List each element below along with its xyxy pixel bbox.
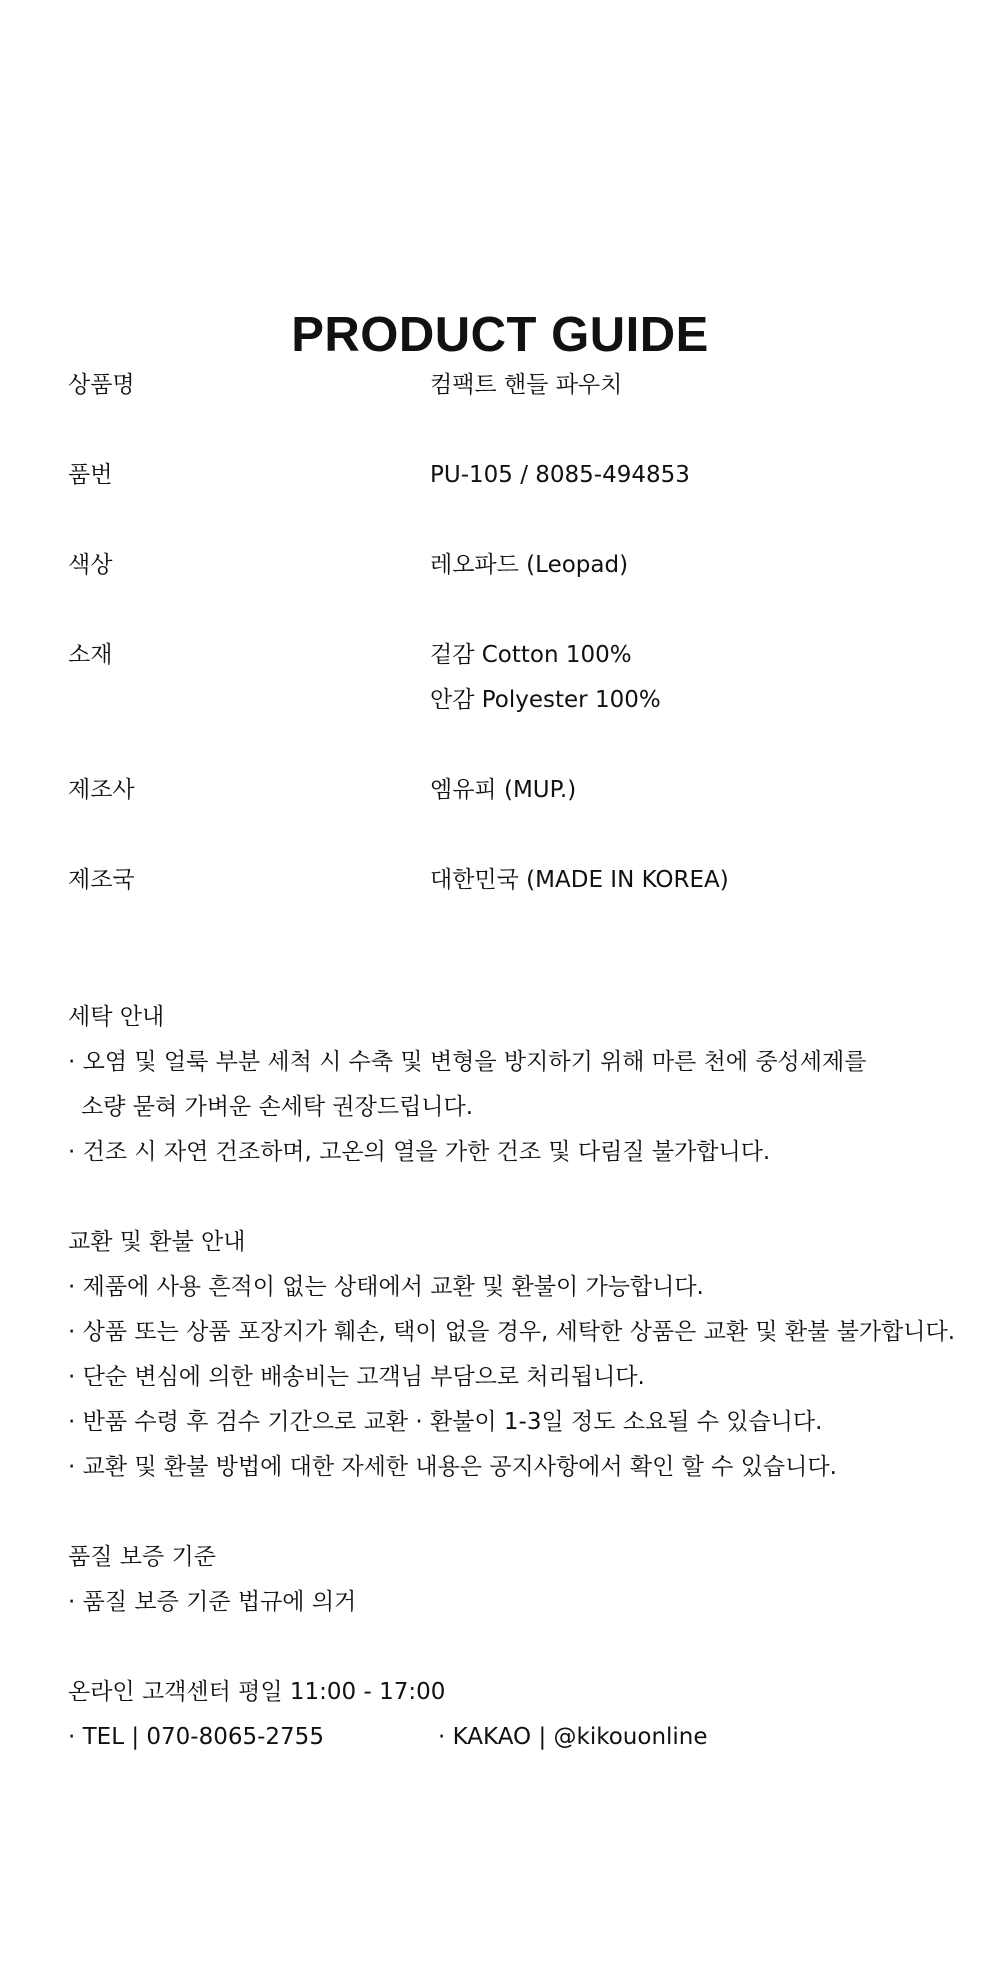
- section-heading: 교환 및 환불 안내: [68, 1229, 246, 1255]
- section-line: · 건조 시 자연 건조하며, 고온의 열을 가한 건조 및 다림질 불가합니다.: [68, 1139, 771, 1165]
- quality-section: [68, 1535, 968, 1625]
- section-heading: 온라인 고객센터 평일 11:00 - 17:00: [68, 1679, 446, 1705]
- spec-value: 엠유피 (MUP.): [430, 777, 577, 803]
- section-line: · 오염 및 얼룩 부분 세척 시 수축 및 변형을 방지하기 위해 마른 천에 중성세제를: [68, 1049, 867, 1075]
- spec-label: 품번: [68, 462, 113, 488]
- spec-value-lining: 안감 Polyester 100%: [430, 687, 661, 713]
- spec-label: 소재: [68, 642, 113, 668]
- spec-label: 상품명: [68, 372, 135, 398]
- guide-notes: [68, 995, 968, 1805]
- exchange-section: [68, 1220, 968, 1490]
- section-line: · 상품 또는 상품 포장지가 훼손, 택이 없을 경우, 세탁한 상품은 교환 및 환불 불가합니다.: [68, 1319, 956, 1345]
- spec-row-product-name: [68, 363, 948, 408]
- page-title: PRODUCT GUIDE: [291, 307, 709, 362]
- spec-row-color: [68, 543, 948, 588]
- contact-section: [68, 1670, 968, 1760]
- section-line: · 반품 수령 후 검수 기간으로 교환 · 환불이 1-3일 정도 소요될 수 있습니다.: [68, 1409, 823, 1435]
- section-line: · 제품에 사용 흔적이 없는 상태에서 교환 및 환불이 가능합니다.: [68, 1274, 704, 1300]
- section-line: 소량 묻혀 가벼운 손세탁 권장드립니다.: [81, 1094, 474, 1120]
- spec-value: PU-105 / 8085-494853: [430, 462, 690, 488]
- spec-value: 대한민국 (MADE IN KOREA): [430, 867, 729, 893]
- spec-row-item-number: [68, 453, 948, 498]
- spec-row-material: [68, 633, 948, 723]
- contact-tel: · TEL | 070-8065-2755: [68, 1724, 324, 1750]
- section-heading: 품질 보증 기준: [68, 1544, 216, 1570]
- product-spec-table: [68, 363, 948, 903]
- spec-label: 색상: [68, 552, 113, 578]
- spec-row-manufacturer: [68, 768, 948, 813]
- contact-row: [68, 1715, 968, 1760]
- section-line: · 교환 및 환불 방법에 대한 자세한 내용은 공지사항에서 확인 할 수 있습니다.: [68, 1454, 837, 1480]
- spec-value-outer: 겉감 Cotton 100%: [430, 642, 632, 668]
- spec-label: 제조사: [68, 777, 135, 803]
- spec-row-origin: [68, 858, 948, 903]
- washing-section: [68, 995, 968, 1175]
- section-heading: 세탁 안내: [68, 1004, 165, 1030]
- section-line: · 품질 보증 기준 법규에 의거: [68, 1589, 357, 1615]
- spec-value: 컴팩트 핸들 파우치: [430, 372, 623, 398]
- spec-label: 제조국: [68, 867, 135, 893]
- contact-kakao: · KAKAO | @kikouonline: [438, 1724, 708, 1750]
- spec-value: 레오파드 (Leopad): [430, 552, 629, 578]
- section-line: · 단순 변심에 의한 배송비는 고객님 부담으로 처리됩니다.: [68, 1364, 645, 1390]
